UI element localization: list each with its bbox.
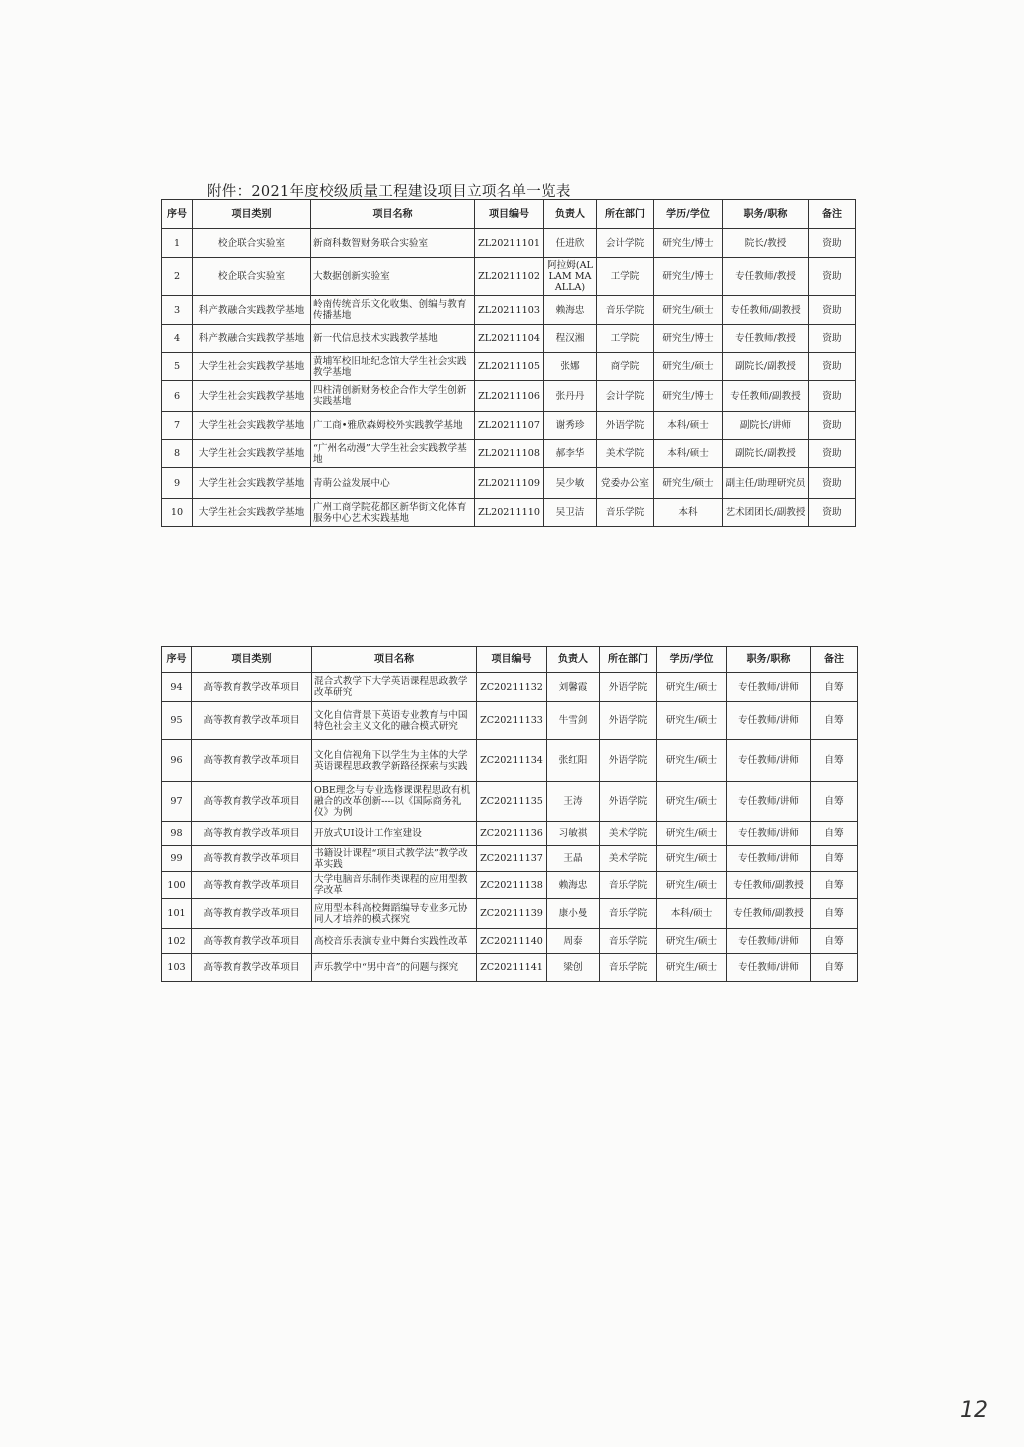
- cell-degree: 研究生/硕士: [654, 296, 723, 325]
- cell-title: 副院长/副教授: [723, 440, 809, 468]
- cell-degree: 研究生/硕士: [657, 782, 727, 822]
- cell-degree: 研究生/硕士: [657, 929, 727, 954]
- table-row: [162, 702, 858, 740]
- cell-title: 专任教师/讲师: [727, 782, 811, 822]
- cell-project-name: 新商科数智财务联合实验室: [311, 229, 475, 258]
- cell-title: 专任教师/副教授: [727, 899, 811, 929]
- cell-project-code: ZL20211108: [475, 440, 544, 468]
- cell-remark: 资助: [809, 229, 856, 258]
- cell-project-code: ZL20211110: [475, 499, 544, 527]
- cell-project-name: “广州名动漫”大学生社会实践教学基地: [311, 440, 475, 468]
- cell-title: 副院长/副教授: [723, 353, 809, 381]
- cell-category: 高等教育教学改革项目: [192, 899, 312, 929]
- cell-title: 专任教师/副教授: [723, 381, 809, 412]
- cell-category: 高等教育教学改革项目: [192, 822, 312, 846]
- cell-project-code: ZL20211102: [475, 258, 544, 296]
- cell-category: 科产教融合实践教学基地: [193, 296, 311, 325]
- table-row: [162, 229, 856, 258]
- cell-title: 专任教师/讲师: [727, 702, 811, 740]
- cell-seq: 94: [162, 673, 192, 702]
- cell-leader: 梁创: [547, 954, 600, 982]
- cell-department: 音乐学院: [600, 899, 657, 929]
- cell-project-code: ZL20211103: [475, 296, 544, 325]
- cell-leader: 张娜: [544, 353, 597, 381]
- cell-degree: 研究生/硕士: [654, 353, 723, 381]
- cell-project-name: 开放式UI设计工作室建设: [312, 822, 477, 846]
- cell-department: 音乐学院: [600, 872, 657, 899]
- cell-degree: 研究生/硕士: [657, 673, 727, 702]
- header-degree: 学历/学位: [654, 200, 723, 229]
- cell-seq: 95: [162, 702, 192, 740]
- cell-seq: 2: [162, 258, 193, 296]
- table-row: [162, 740, 858, 782]
- cell-title: 专任教师/讲师: [727, 822, 811, 846]
- cell-leader: 刘馨霞: [547, 673, 600, 702]
- cell-remark: 自筹: [811, 673, 858, 702]
- cell-title: 副院长/讲师: [723, 412, 809, 440]
- cell-remark: 资助: [809, 258, 856, 296]
- cell-category: 高等教育教学改革项目: [192, 954, 312, 982]
- cell-category: 高等教育教学改革项目: [192, 673, 312, 702]
- cell-leader: 赖海忠: [547, 872, 600, 899]
- cell-degree: 研究生/博士: [654, 229, 723, 258]
- cell-project-code: ZC20211138: [477, 872, 547, 899]
- cell-department: 音乐学院: [597, 499, 654, 527]
- cell-leader: 程汉湘: [544, 325, 597, 353]
- cell-seq: 101: [162, 899, 192, 929]
- cell-leader: 阿拉姆(ALLAM MAALLA): [544, 258, 597, 296]
- cell-remark: 自筹: [811, 740, 858, 782]
- cell-degree: 研究生/硕士: [657, 740, 727, 782]
- header-category: 项目类别: [193, 200, 311, 229]
- header-degree: 学历/学位: [657, 647, 727, 673]
- header-department: 所在部门: [600, 647, 657, 673]
- cell-project-code: ZC20211134: [477, 740, 547, 782]
- cell-department: 美术学院: [600, 846, 657, 872]
- cell-title: 专任教师/副教授: [723, 296, 809, 325]
- cell-project-name: 书籍设计课程“项目式教学法”教学改革实践: [312, 846, 477, 872]
- table-row: [162, 673, 858, 702]
- cell-department: 外语学院: [600, 673, 657, 702]
- cell-degree: 研究生/硕士: [657, 702, 727, 740]
- cell-department: 外语学院: [597, 412, 654, 440]
- cell-seq: 9: [162, 468, 193, 499]
- table-row: [162, 412, 856, 440]
- cell-remark: 资助: [809, 325, 856, 353]
- cell-project-code: ZC20211137: [477, 846, 547, 872]
- header-remark: 备注: [811, 647, 858, 673]
- cell-leader: 吴卫洁: [544, 499, 597, 527]
- cell-leader: 康小曼: [547, 899, 600, 929]
- cell-project-code: ZC20211139: [477, 899, 547, 929]
- cell-title: 院长/教授: [723, 229, 809, 258]
- table-row: [162, 499, 856, 527]
- header-title: 职务/职称: [723, 200, 809, 229]
- cell-title: 专任教师/副教授: [727, 872, 811, 899]
- cell-category: 科产教融合实践教学基地: [193, 325, 311, 353]
- cell-project-name: 大数据创新实验室: [311, 258, 475, 296]
- project-table-1: [161, 199, 856, 527]
- header-seq: 序号: [162, 200, 193, 229]
- cell-project-code: ZL20211105: [475, 353, 544, 381]
- cell-department: 音乐学院: [600, 929, 657, 954]
- cell-category: 高等教育教学改革项目: [192, 740, 312, 782]
- cell-category: 校企联合实验室: [193, 229, 311, 258]
- cell-degree: 研究生/硕士: [657, 954, 727, 982]
- cell-remark: 自筹: [811, 702, 858, 740]
- cell-seq: 6: [162, 381, 193, 412]
- cell-degree: 本科: [654, 499, 723, 527]
- cell-seq: 97: [162, 782, 192, 822]
- cell-project-name: OBE理念与专业选修课课程思政有机融合的改革创新----以《国际商务礼仪》为例: [312, 782, 477, 822]
- cell-degree: 本科/硕士: [657, 899, 727, 929]
- cell-department: 美术学院: [600, 822, 657, 846]
- cell-degree: 本科/硕士: [654, 440, 723, 468]
- cell-remark: 资助: [809, 353, 856, 381]
- cell-remark: 自筹: [811, 782, 858, 822]
- cell-project-name: 声乐教学中“男中音”的问题与探究: [312, 954, 477, 982]
- cell-department: 会计学院: [597, 229, 654, 258]
- cell-title: 专任教师/教授: [723, 258, 809, 296]
- cell-leader: 张丹丹: [544, 381, 597, 412]
- table-row: [162, 872, 858, 899]
- cell-project-name: 黄埔军校旧址纪念馆大学生社会实践教学基地: [311, 353, 475, 381]
- cell-remark: 自筹: [811, 929, 858, 954]
- cell-project-name: 文化自信背景下英语专业教育与中国特色社会主义文化的融合模式研究: [312, 702, 477, 740]
- table-row: [162, 929, 858, 954]
- table-row: [162, 325, 856, 353]
- table-header-row: [162, 200, 856, 229]
- project-table-2: [161, 646, 858, 982]
- cell-seq: 102: [162, 929, 192, 954]
- cell-project-name: 新一代信息技术实践教学基地: [311, 325, 475, 353]
- cell-category: 大学生社会实践教学基地: [193, 440, 311, 468]
- cell-leader: 王涛: [547, 782, 600, 822]
- cell-remark: 资助: [809, 440, 856, 468]
- cell-category: 大学生社会实践教学基地: [193, 412, 311, 440]
- cell-title: 专任教师/讲师: [727, 673, 811, 702]
- cell-remark: 自筹: [811, 899, 858, 929]
- cell-project-code: ZL20211109: [475, 468, 544, 499]
- cell-category: 校企联合实验室: [193, 258, 311, 296]
- cell-department: 音乐学院: [600, 954, 657, 982]
- cell-project-code: ZL20211106: [475, 381, 544, 412]
- cell-category: 大学生社会实践教学基地: [193, 353, 311, 381]
- cell-remark: 资助: [809, 468, 856, 499]
- table-header-row: [162, 647, 858, 673]
- cell-leader: 张红阳: [547, 740, 600, 782]
- cell-category: 大学生社会实践教学基地: [193, 499, 311, 527]
- cell-remark: 自筹: [811, 872, 858, 899]
- cell-department: 工学院: [597, 258, 654, 296]
- cell-department: 音乐学院: [597, 296, 654, 325]
- cell-title: 专任教师/讲师: [727, 929, 811, 954]
- cell-category: 高等教育教学改革项目: [192, 929, 312, 954]
- cell-leader: 任进欣: [544, 229, 597, 258]
- cell-project-name: 高校音乐表演专业中舞台实践性改革: [312, 929, 477, 954]
- cell-seq: 8: [162, 440, 193, 468]
- cell-degree: 本科/硕士: [654, 412, 723, 440]
- cell-seq: 4: [162, 325, 193, 353]
- header-project-code: 项目编号: [475, 200, 544, 229]
- document-title: 附件：2021年度校级质量工程建设项目立项名单一览表: [207, 184, 571, 200]
- cell-seq: 10: [162, 499, 193, 527]
- cell-title: 艺术团团长/副教授: [723, 499, 809, 527]
- cell-project-name: 四柱清创新财务校企合作大学生创新实践基地: [311, 381, 475, 412]
- cell-leader: 周泰: [547, 929, 600, 954]
- cell-seq: 3: [162, 296, 193, 325]
- table-row: [162, 846, 858, 872]
- cell-title: 专任教师/讲师: [727, 846, 811, 872]
- cell-leader: 赖海忠: [544, 296, 597, 325]
- cell-project-code: ZC20211133: [477, 702, 547, 740]
- cell-seq: 100: [162, 872, 192, 899]
- table-row: [162, 899, 858, 929]
- cell-project-code: ZL20211107: [475, 412, 544, 440]
- cell-department: 外语学院: [600, 782, 657, 822]
- cell-remark: 资助: [809, 296, 856, 325]
- cell-project-name: 广工商•雅欣森姆校外实践教学基地: [311, 412, 475, 440]
- cell-leader: 习敏祺: [547, 822, 600, 846]
- cell-category: 高等教育教学改革项目: [192, 782, 312, 822]
- cell-department: 外语学院: [600, 740, 657, 782]
- cell-seq: 103: [162, 954, 192, 982]
- cell-project-code: ZC20211136: [477, 822, 547, 846]
- cell-remark: 资助: [809, 412, 856, 440]
- cell-leader: 谢秀珍: [544, 412, 597, 440]
- cell-category: 大学生社会实践教学基地: [193, 381, 311, 412]
- header-project-name: 项目名称: [312, 647, 477, 673]
- table-row: [162, 822, 858, 846]
- cell-leader: 郝李华: [544, 440, 597, 468]
- table-row: [162, 468, 856, 499]
- header-category: 项目类别: [192, 647, 312, 673]
- cell-degree: 研究生/博士: [654, 258, 723, 296]
- cell-seq: 99: [162, 846, 192, 872]
- cell-degree: 研究生/博士: [654, 325, 723, 353]
- table-row: [162, 258, 856, 296]
- cell-seq: 96: [162, 740, 192, 782]
- header-leader: 负责人: [547, 647, 600, 673]
- cell-remark: 自筹: [811, 954, 858, 982]
- cell-department: 商学院: [597, 353, 654, 381]
- cell-project-code: ZL20211101: [475, 229, 544, 258]
- cell-category: 高等教育教学改革项目: [192, 872, 312, 899]
- page-number: 12: [960, 1398, 988, 1423]
- cell-title: 专任教师/教授: [723, 325, 809, 353]
- cell-seq: 98: [162, 822, 192, 846]
- cell-department: 党委办公室: [597, 468, 654, 499]
- table-row: [162, 353, 856, 381]
- cell-project-name: 混合式教学下大学英语课程思政教学改革研究: [312, 673, 477, 702]
- cell-department: 会计学院: [597, 381, 654, 412]
- cell-seq: 5: [162, 353, 193, 381]
- cell-leader: 牛雪剑: [547, 702, 600, 740]
- cell-project-name: 青萌公益发展中心: [311, 468, 475, 499]
- cell-remark: 自筹: [811, 846, 858, 872]
- cell-title: 专任教师/讲师: [727, 740, 811, 782]
- cell-department: 工学院: [597, 325, 654, 353]
- cell-degree: 研究生/硕士: [657, 822, 727, 846]
- header-department: 所在部门: [597, 200, 654, 229]
- cell-category: 大学生社会实践教学基地: [193, 468, 311, 499]
- table-row: [162, 954, 858, 982]
- cell-remark: 自筹: [811, 822, 858, 846]
- header-remark: 备注: [809, 200, 856, 229]
- cell-project-name: 应用型本科高校舞蹈编导专业多元协同人才培养的模式探究: [312, 899, 477, 929]
- header-leader: 负责人: [544, 200, 597, 229]
- table-row: [162, 296, 856, 325]
- cell-project-code: ZC20211132: [477, 673, 547, 702]
- cell-department: 外语学院: [600, 702, 657, 740]
- cell-project-name: 广州工商学院花都区新华街文化体育服务中心艺术实践基地: [311, 499, 475, 527]
- cell-project-code: ZC20211135: [477, 782, 547, 822]
- header-project-name: 项目名称: [311, 200, 475, 229]
- cell-degree: 研究生/硕士: [654, 468, 723, 499]
- cell-project-code: ZC20211140: [477, 929, 547, 954]
- cell-degree: 研究生/硕士: [657, 846, 727, 872]
- header-project-code: 项目编号: [477, 647, 547, 673]
- cell-department: 美术学院: [597, 440, 654, 468]
- table-row: [162, 440, 856, 468]
- cell-category: 高等教育教学改革项目: [192, 702, 312, 740]
- header-seq: 序号: [162, 647, 192, 673]
- cell-category: 高等教育教学改革项目: [192, 846, 312, 872]
- cell-remark: 资助: [809, 381, 856, 412]
- cell-remark: 资助: [809, 499, 856, 527]
- cell-seq: 1: [162, 229, 193, 258]
- cell-project-name: 岭南传统音乐文化收集、创编与教育传播基地: [311, 296, 475, 325]
- cell-title: 专任教师/讲师: [727, 954, 811, 982]
- cell-project-code: ZC20211141: [477, 954, 547, 982]
- cell-project-code: ZL20211104: [475, 325, 544, 353]
- table-row: [162, 782, 858, 822]
- cell-degree: 研究生/硕士: [657, 872, 727, 899]
- cell-leader: 吴少敏: [544, 468, 597, 499]
- cell-project-name: 文化自信视角下以学生为主体的大学英语课程思政教学新路径探索与实践: [312, 740, 477, 782]
- cell-degree: 研究生/博士: [654, 381, 723, 412]
- cell-title: 副主任/助理研究员: [723, 468, 809, 499]
- cell-project-name: 大学电脑音乐制作类课程的应用型教学改革: [312, 872, 477, 899]
- cell-leader: 王晶: [547, 846, 600, 872]
- header-title: 职务/职称: [727, 647, 811, 673]
- cell-seq: 7: [162, 412, 193, 440]
- table-row: [162, 381, 856, 412]
